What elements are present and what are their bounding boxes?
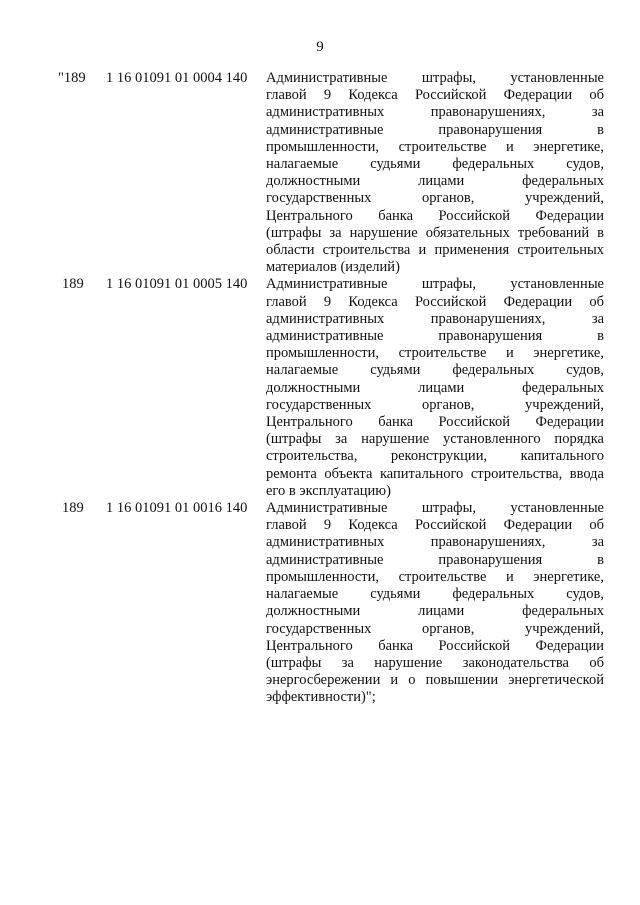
description-line: (штрафы за нарушение законодательства об: [266, 654, 604, 671]
description-line: его в эксплуатацию): [266, 482, 391, 499]
description-line: административные правонарушения в: [266, 328, 604, 345]
description-line: (штрафы за нарушение обязательных требований в: [266, 224, 604, 241]
description-line: промышленности, строительстве и энергетике,: [266, 568, 604, 585]
description-line: Административные штрафы, установленные: [266, 500, 604, 517]
admin-code: 189: [62, 276, 84, 293]
description-line: административные правонарушения в: [266, 121, 604, 138]
description-line: главой 9 Кодекса Российской Федерации об: [266, 517, 604, 534]
description-line: административных правонарушениях, за: [266, 310, 604, 327]
description-line: эффективности)";: [266, 689, 376, 706]
description-line: государственных органов, учреждений,: [266, 190, 604, 207]
table-row: [58, 70, 610, 276]
kbk-table: [58, 70, 610, 707]
description-line: главой 9 Кодекса Российской Федерации об: [266, 293, 604, 310]
table-row: [62, 500, 610, 706]
page-number: 9: [316, 39, 324, 55]
row-description: [266, 276, 604, 500]
description-line: (штрафы за нарушение установленного порядка: [266, 431, 604, 448]
description-line: государственных органов, учреждений,: [266, 396, 604, 413]
admin-code: 189: [62, 500, 84, 517]
description-line: промышленности, строительстве и энергетике,: [266, 138, 604, 155]
description-line: налагаемые судьями федеральных судов,: [266, 586, 604, 603]
description-line: административных правонарушениях, за: [266, 534, 604, 551]
description-line: промышленности, строительстве и энергетике,: [266, 345, 604, 362]
description-line: должностными лицами федеральных: [266, 379, 604, 396]
description-line: энергосбережении и о повышении энергетической: [266, 672, 604, 689]
kbk-code: 1 16 01091 01 0016 140: [106, 500, 248, 517]
description-line: административные правонарушения в: [266, 551, 604, 568]
description-line: должностными лицами федеральных: [266, 173, 604, 190]
description-line: Центрального банка Российской Федерации: [266, 637, 604, 654]
description-line: государственных органов, учреждений,: [266, 620, 604, 637]
description-line: главой 9 Кодекса Российской Федерации об: [266, 87, 604, 104]
description-line: материалов (изделий): [266, 259, 400, 276]
description-line: налагаемые судьями федеральных судов,: [266, 156, 604, 173]
description-line: Административные штрафы, установленные: [266, 276, 604, 293]
description-line: строительства, реконструкции, капитального: [266, 448, 604, 465]
row-description: [266, 70, 604, 276]
description-line: налагаемые судьями федеральных судов,: [266, 362, 604, 379]
description-line: должностными лицами федеральных: [266, 603, 604, 620]
description-line: Центрального банка Российской Федерации: [266, 414, 604, 431]
row-description: [266, 500, 604, 706]
kbk-code: 1 16 01091 01 0004 140: [106, 70, 248, 86]
description-line: области строительства и применения строительных: [266, 242, 604, 259]
table-row: [62, 276, 610, 500]
description-line: административных правонарушениях, за: [266, 104, 604, 121]
description-line: Центрального банка Российской Федерации: [266, 207, 604, 224]
kbk-code: 1 16 01091 01 0005 140: [106, 276, 248, 293]
admin-code: "189: [58, 70, 86, 86]
description-line: Административные штрафы, установленные: [266, 70, 604, 86]
description-line: ремонта объекта капитального строительства, ввода: [266, 465, 604, 482]
